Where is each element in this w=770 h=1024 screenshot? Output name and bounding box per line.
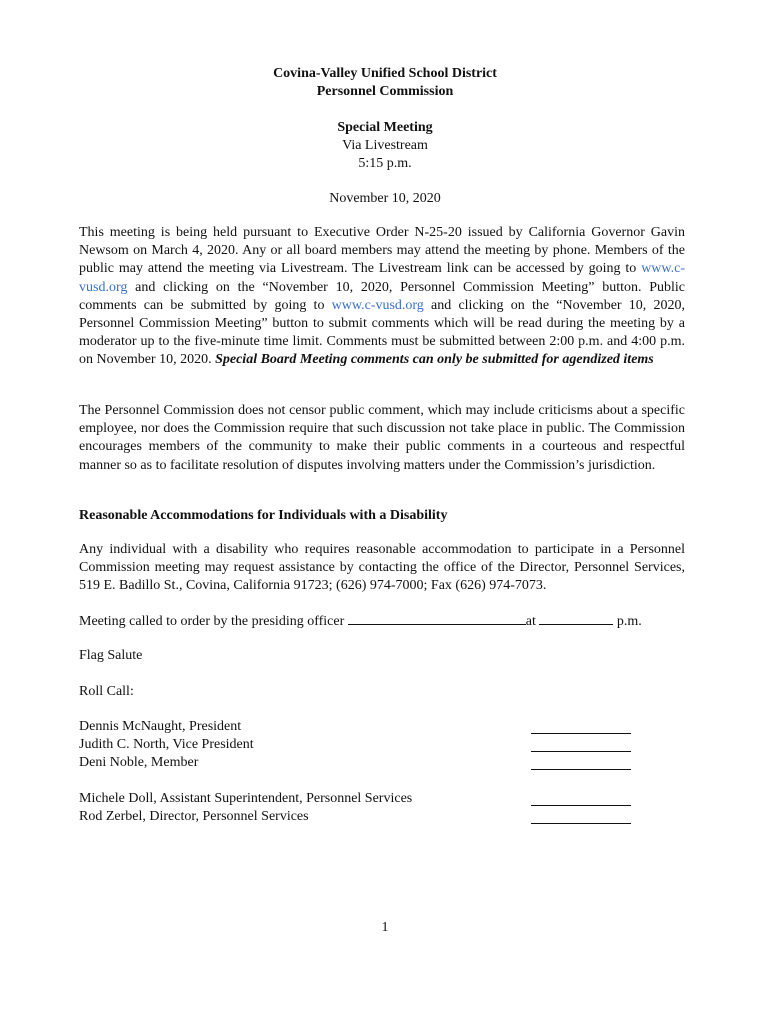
intro-emphasis: Special Board Meeting comments can only be submitted for agendized items bbox=[215, 352, 654, 368]
website-link-1[interactable]: www.c-vusd.org bbox=[79, 261, 685, 295]
meeting-type: Special Meeting bbox=[337, 120, 433, 135]
page-number: 1 bbox=[381, 920, 389, 935]
commission-title: Personnel Commission bbox=[316, 84, 454, 99]
signature-line[interactable] bbox=[531, 751, 631, 752]
signature-line[interactable] bbox=[531, 823, 631, 824]
intro-paragraph bbox=[79, 224, 685, 370]
intro-text-a: This meeting is being held pursuant to Executive Order N-25-20 issued by California Governor Gavin Newsom on March 4, 2020. Any or all board members may attend the meeting by phone. Members of the public may attend the meeting via Livestream. The Livestream link can be accessed by going to bbox=[79, 225, 685, 277]
roll-call-member: Deni Noble, Member bbox=[79, 755, 199, 770]
district-title: Covina-Valley Unified School District bbox=[273, 66, 497, 81]
meeting-date: November 10, 2020 bbox=[329, 191, 441, 206]
intro-text-c: and clicking on the “November 10, 2020, Personnel Commission Meeting” button to submit comments which will be read during the meeting by a moderator up to the five-minute time limit. Comments must be submitted between 2:00 p.m. and 4:00 p.m. on November 10, 2020. bbox=[79, 297, 685, 368]
meeting-time: 5:15 p.m. bbox=[358, 156, 412, 171]
accommodations-paragraph: Any individual with a disability who requires reasonable accommodation to participate in a Personnel Commission meeting may request assistance by contacting the office of the Director, Personnel Services, 519 E. Badillo St., Covina, California 91723; (626) 974-7000; Fax (626) 974-7073. bbox=[79, 542, 685, 594]
call-to-order-label: Meeting called to order by the presiding officer bbox=[79, 614, 348, 629]
roll-call-staff: Rod Zerbel, Director, Personnel Services bbox=[79, 809, 309, 824]
signature-line[interactable] bbox=[531, 805, 631, 806]
presiding-officer-blank[interactable] bbox=[348, 611, 526, 625]
censor-paragraph: The Personnel Commission does not censor public comment, which may include criticisms about a specific employee, nor does the Commission require that such discussion not take place in public. The Commission encourages members of the community to make their public comments in a courteous and respectful manner so as to facilitate resolution of disputes involving matters under the Commission’s jurisdiction. bbox=[79, 403, 685, 473]
call-to-order-pm: p.m. bbox=[613, 614, 642, 629]
call-to-order-line bbox=[79, 611, 642, 631]
signature-line[interactable] bbox=[531, 769, 631, 770]
time-blank[interactable] bbox=[539, 611, 613, 625]
signature-line[interactable] bbox=[531, 733, 631, 734]
call-to-order-at: at bbox=[525, 614, 540, 629]
roll-call-staff: Michele Doll, Assistant Superintendent, Personnel Services bbox=[79, 791, 413, 806]
meeting-venue: Via Livestream bbox=[342, 138, 428, 153]
roll-call-label: Roll Call: bbox=[79, 684, 134, 699]
roll-call-member: Judith C. North, Vice President bbox=[79, 737, 254, 752]
accommodations-heading: Reasonable Accommodations for Individuals with a Disability bbox=[79, 508, 448, 523]
roll-call-member: Dennis McNaught, President bbox=[79, 719, 242, 734]
flag-salute: Flag Salute bbox=[79, 648, 143, 663]
website-link-2[interactable]: www.c-vusd.org bbox=[331, 297, 424, 313]
intro-text-b: and clicking on the “November 10, 2020, Personnel Commission Meeting” button. Public comments can be submitted by going to bbox=[79, 279, 685, 313]
